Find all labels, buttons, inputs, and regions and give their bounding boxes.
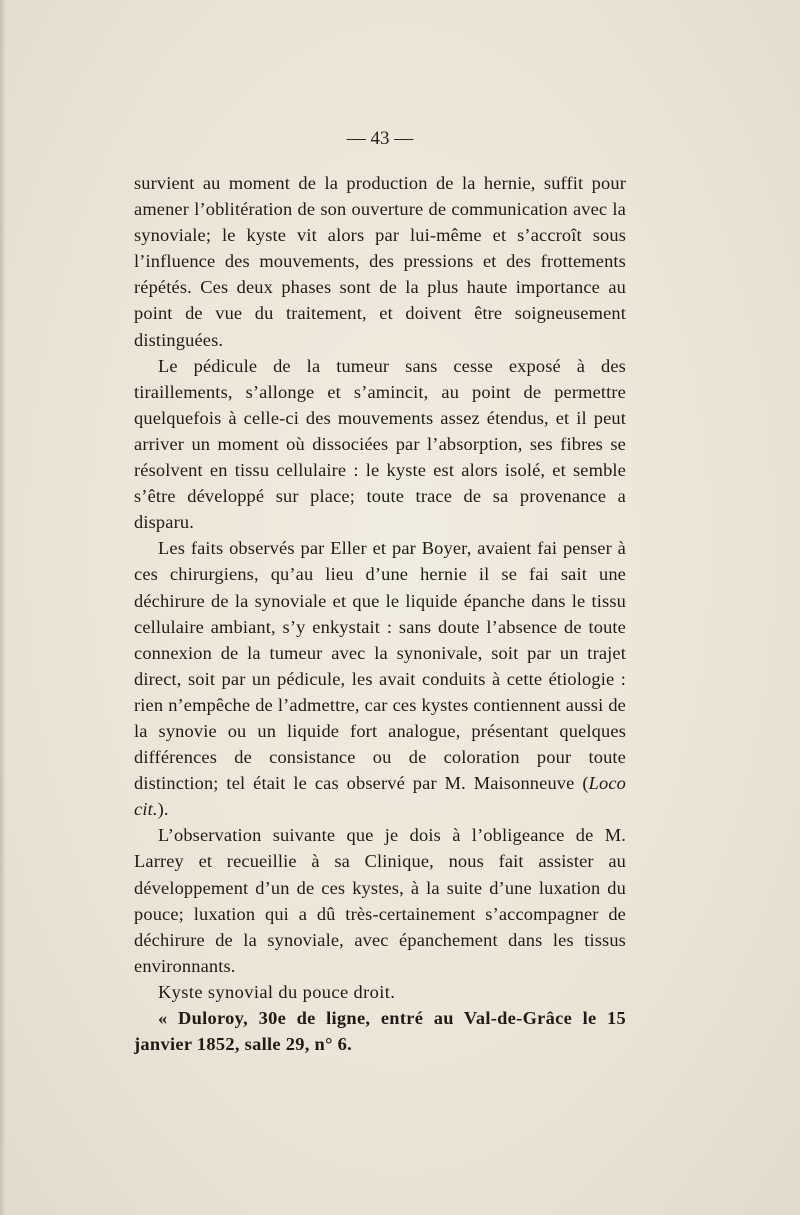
case-intro: « Duloroy, 30e de ligne, entré au Val-de-Grâce le 15 janvier 1852, salle 29, n° 6.	[134, 1008, 626, 1055]
paragraph-3-text: Les faits observés par Eller et par Boyer, avaient fai penser à ces chirurgiens, qu’au lieu d’une hernie il se fai sait une déchirure de la synoviale et que le liquide épanche dans le tissu cellulaire ambiant, s’y enkystait : sans doute l’absence de toute connexion de la tumeur avec la synonivale, soit par un trajet direct, soit par un pédicule, les avait conduits à cette étiologie : rien n’empêche de l’admettre, car ces kystes contiennent aussi de la synovie ou un liquide fort analogue, présentant quelques différences de consistance ou de coloration pour toute distinction; tel était le cas observé par M. Maisonneuve (	[134, 538, 626, 794]
body-text	[134, 170, 626, 1057]
paragraph-2: Le pédicule de la tumeur sans cesse exposé à des tiraillements, s’allonge et s’amincit, au point de permettre quelquefois à celle-ci des mouvements assez étendus, et il peut arriver un moment où dissociées par l’absorption, ses fibres se résolvent en tissu cellulaire : le kyste est alors isolé, et semble s’être développé sur place; toute trace de sa provenance a disparu.	[134, 355, 626, 533]
page-edge-shadow	[0, 0, 6, 1215]
citation-close: ).	[157, 799, 169, 820]
paragraph-3	[134, 535, 626, 822]
case-title: Kyste synovial du pouce droit.	[158, 981, 396, 1002]
paragraph-4: L’observation suivante que je dois à l’obligeance de M. Larrey et recueillie à sa Clinique, nous fait assister au développement d’un de ces kystes, à la suite d’une luxation du pouce; luxation qui a dû très-certainement s’accompagner de déchirure de la synoviale, avec épanchement dans les tissus environnants.	[134, 825, 626, 976]
page-number: — 43 —	[346, 128, 414, 149]
paragraph-1: survient au moment de la production de la hernie, suffit pour amener l’oblitération de son ouverture de communication avec la synoviale; le kyste vit alors par lui-même et s’accroît sous l’influence des mouvements, des pressions et des frottements répétés. Ces deux phases sont de la plus haute importance au point de vue du traitement, et doivent être soigneusement distinguées.	[134, 173, 626, 350]
citation: Loco cit.	[134, 773, 626, 820]
